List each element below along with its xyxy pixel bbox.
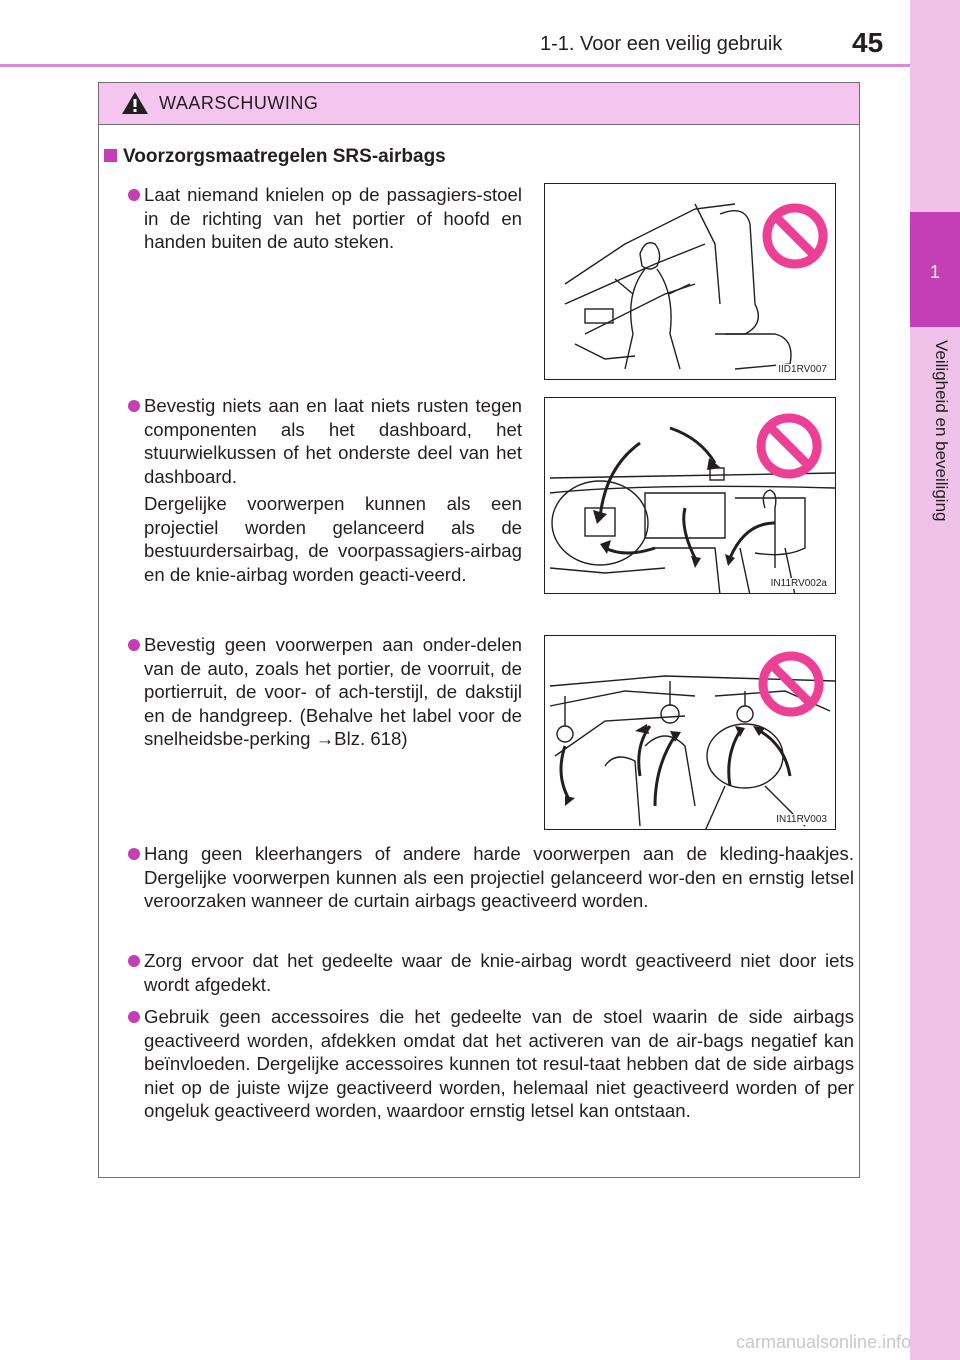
warning-header bbox=[99, 83, 859, 125]
page-header bbox=[0, 0, 960, 62]
warning-item-text: Gebruik geen accessoires die het gedeelte van de stoel waarin de side airbags geactiveerd worden, afdekken omdat dat het activeren van de air-bags negatief kan beïnvloeden. Dergelijke accessoires kunnen tot resul-taat hebben dat de side airbags niet op de juiste wijze geactiveerd worden, helemaal niet geactiveerd worden of per ongeluk geactiveerd worden, waardoor ernstig letsel kan ontstaan. bbox=[144, 1006, 854, 1121]
bullet-dot-icon bbox=[128, 1011, 140, 1023]
image-code: IN11RV002a bbox=[770, 578, 827, 589]
watermark: carmanualsonline.info bbox=[736, 1332, 912, 1352]
image-code: IN11RV003 bbox=[776, 814, 827, 825]
square-bullet-icon bbox=[104, 149, 117, 162]
warning-item-text: Laat niemand knielen op de passagiers-stoel in de richting van het portier of hoofd en handen buiten de auto steken. bbox=[144, 184, 522, 252]
warning-item-text: Hang geen kleerhangers of andere harde voorwerpen aan de kleding-haakjes. Dergelijke voorwerpen kunnen als een projectiel gelanceerd wor-den en ernstig letsel veroorzaken wanneer de curtain airbags geactiveerd worden. bbox=[144, 843, 854, 911]
illustration-kneeling-passenger bbox=[544, 183, 836, 380]
warning-title: WAARSCHUWING bbox=[159, 93, 319, 113]
illustration-hanging-objects bbox=[544, 635, 836, 830]
chapter-side-tab bbox=[910, 0, 960, 1360]
prohibition-icon bbox=[755, 412, 823, 480]
warning-item-2 bbox=[144, 394, 522, 488]
warning-item-4 bbox=[144, 842, 854, 913]
warning-triangle-icon bbox=[121, 91, 149, 115]
subsection-title bbox=[104, 146, 446, 168]
header-divider bbox=[0, 64, 910, 67]
warning-item-text: Zorg ervoor dat het gedeelte waar de knie-airbag wordt geactiveerd niet door iets wordt afgedekt. bbox=[144, 950, 854, 995]
chapter-number-block bbox=[910, 212, 960, 327]
warning-item-2-cont bbox=[144, 492, 522, 586]
page-number: 45 bbox=[852, 27, 884, 58]
warning-item-1 bbox=[144, 183, 522, 254]
image-code: IID1RV007 bbox=[778, 364, 827, 375]
illustration-dashboard-objects bbox=[544, 397, 836, 594]
bullet-dot-icon bbox=[128, 955, 140, 967]
section-heading: 1-1. Voor een veilig gebruik bbox=[540, 33, 783, 55]
bullet-dot-icon bbox=[128, 400, 140, 412]
chapter-title: Veiligheid en beveiliging bbox=[932, 340, 951, 522]
warning-item-3 bbox=[144, 633, 522, 751]
bullet-dot-icon bbox=[128, 848, 140, 860]
prohibition-icon bbox=[757, 650, 825, 718]
warning-item-text: Bevestig niets aan en laat niets rusten tegen componenten als het dashboard, het stuurwielkussen of het onderste deel van het dashboard. bbox=[144, 395, 522, 487]
warning-item-text: Dergelijke voorwerpen kunnen als een projectiel worden gelanceerd als de bestuurdersairbag, de voorpassagiers-airbag en de knie-airbag worden geacti-veerd. bbox=[144, 493, 522, 585]
subsection-title-text: Voorzorgsmaatregelen SRS-airbags bbox=[123, 146, 446, 167]
warning-item-text: Bevestig geen voorwerpen aan onder-delen van de auto, zoals het portier, de voorruit, de portierruit, de voor- of ach-terstijl, de dakstijl en de handgreep. (Behalve het label voor de snelheidsbe-perking →Blz. 618) bbox=[144, 634, 522, 749]
prohibition-icon bbox=[761, 202, 829, 270]
warning-item-5 bbox=[144, 949, 854, 996]
warning-item-6 bbox=[144, 1005, 854, 1123]
bullet-dot-icon bbox=[128, 189, 140, 201]
chapter-number: 1 bbox=[929, 262, 940, 282]
bullet-dot-icon bbox=[128, 639, 140, 651]
